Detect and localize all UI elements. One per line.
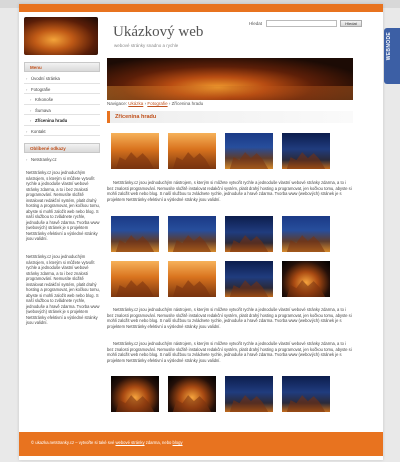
logo-image[interactable] — [24, 17, 98, 55]
gallery-thumbnail[interactable] — [111, 261, 159, 297]
gallery-thumbnail[interactable] — [111, 376, 159, 412]
gallery-thumbnail[interactable] — [282, 216, 330, 252]
menu-item-contact[interactable] — [24, 126, 100, 137]
gallery-thumbnail[interactable] — [282, 376, 330, 412]
gallery-thumbnail[interactable] — [225, 133, 273, 169]
side-tab-label: WEBNODE — [386, 32, 392, 61]
gallery-thumbnail[interactable] — [225, 216, 273, 252]
banner-glow — [107, 86, 353, 100]
gallery-thumbnail[interactable] — [225, 261, 273, 297]
search-button[interactable]: Hledat — [340, 20, 362, 27]
menu-item-sumava[interactable] — [24, 105, 100, 116]
bullet-icon: › — [30, 118, 32, 123]
breadcrumb-separator: › — [168, 101, 171, 106]
gallery-thumbnail[interactable] — [168, 261, 216, 297]
gallery-thumbnail[interactable] — [111, 216, 159, 252]
breadcrumb-link-photos[interactable]: Fotografie — [147, 101, 168, 106]
webnode-side-tab[interactable] — [384, 28, 400, 84]
gallery-thumbnail[interactable] — [168, 133, 216, 169]
breadcrumb-link-home[interactable]: Ukázka — [128, 101, 144, 106]
footer-link-webpages[interactable]: webové stránky — [115, 440, 145, 445]
bullet-icon: › — [30, 107, 32, 113]
bullet-icon: › — [30, 97, 32, 102]
menu-item-home[interactable] — [24, 73, 100, 84]
breadcrumb-current: Zřícenina hradu — [171, 101, 204, 106]
page-topbar — [19, 4, 383, 12]
bullet-icon: › — [26, 128, 28, 134]
menu-item-label: Šumava — [35, 107, 51, 113]
menu-item-label: Úvodní stránka — [31, 76, 60, 81]
header-banner-image — [107, 58, 353, 100]
paragraph-1: NetStránky.cz jsou jednoduchým nástrojem, s kterým si můžete vytvořit rychle a jednoduše vlastní webové stránky zdarma, a to i bez znalosti programování. Nemusíte složitě instalovat redakční systém, platit drahý hosting a programovat, jen kočkou tomu, abyste si mohli založit web nebo blog. S naší službou to zvládnete rychle, jednoduše a hravě zdarma. Tvorba www (webových) stránek je s projektem NetStránky efektivní a výsledné stránky jsou validní. — [107, 180, 352, 202]
footer-middle-text: zdarma, nebo — [145, 440, 172, 445]
bullet-icon: › — [26, 76, 28, 81]
footer-copyright: © ukazka.netstranky.cz – vytvořte si také své — [31, 440, 115, 445]
sidebar-text-1: NetStránky.cz jsou jednoduchým nástrojem, s kterým si můžete vytvořit rychle a jednoduše vlastní webové stránky zdarma, a to i bez znalosti programování. Nemusíte složitě instalovat redakční systém, platit drahý hosting a programovat, jen kočkou tomu, abyste si mohli založit web nebo blog. S naší službou to zvládnete rychle, jednoduše a hravě zdarma. Tvorba www (webových) stránek je s projektem NetStránky efektivní a výsledné stránky jsou validní. — [26, 170, 100, 241]
site-subtitle: webové stránky snadno a rychle — [114, 43, 179, 48]
sidebar-menu — [24, 73, 100, 136]
search-input[interactable] — [266, 20, 337, 27]
menu-item-label: Krkonoše — [35, 97, 54, 102]
link-netstranky[interactable]: Netstranky.cz — [31, 157, 57, 162]
gallery-thumbnail[interactable] — [168, 216, 216, 252]
footer-link-blogs[interactable]: blogy — [172, 440, 183, 445]
bullet-icon: › — [26, 157, 28, 162]
menu-item-label: Kontakt — [31, 128, 46, 134]
gallery-thumbnail[interactable] — [282, 261, 330, 297]
breadcrumb — [107, 101, 203, 106]
site-title[interactable]: Ukázkový web — [113, 24, 204, 40]
footer — [19, 432, 383, 456]
favorite-links-title: Oblíbené odkazy — [24, 143, 100, 153]
paragraph-3: NetStránky.cz jsou jednoduchým nástrojem, s kterým si můžete vytvořit rychle a jednoduše vlastní webové stránky zdarma, a to i bez znalosti programování. Nemusíte složitě instalovat redakční systém, platit drahý hosting a programovat, jen kočkou tomu, abyste si mohli založit web nebo blog. S naší službou to zvládnete rychle, jednoduše a hravě zdarma. Tvorba www (webových) stránek je s projektem NetStránky efektivní a výsledné stránky jsou validní. — [107, 341, 352, 363]
menu-item-photos[interactable] — [24, 84, 100, 95]
page-title: Zřícenina hradu — [107, 111, 353, 123]
menu-item-krkonose[interactable] — [24, 94, 100, 105]
paragraph-2: NetStránky.cz jsou jednoduchým nástrojem, s kterým si můžete vytvořit rychle a jednoduše vlastní webové stránky zdarma, a to i bez znalosti programování. Nemusíte složitě instalovat redakční systém, platit drahý hosting a programovat, jen kočkou tomu, abyste si mohli založit web nebo blog. S naší službou to zvládnete rychle, jednoduše a hravě zdarma. Tvorba www (webových) stránek je s projektem NetStránky efektivní a výsledné stránky jsou validní. — [107, 307, 352, 329]
footer-text — [31, 440, 183, 445]
menu-item-label: Fotografie — [31, 86, 51, 92]
gallery-thumbnail[interactable] — [111, 133, 159, 169]
bullet-icon: › — [26, 86, 28, 92]
search-label: Hledat — [249, 21, 263, 26]
gallery-thumbnail[interactable] — [168, 376, 216, 412]
menu-item-label: Zřícenina hradu — [35, 118, 68, 123]
breadcrumb-prefix: Navigace: — [107, 101, 128, 106]
breadcrumb-separator: › — [144, 101, 147, 106]
gallery-thumbnail[interactable] — [225, 376, 273, 412]
gallery-thumbnail[interactable] — [282, 133, 330, 169]
menu-title: Menu — [24, 62, 100, 72]
favorite-links-list — [24, 157, 100, 162]
sidebar-text-2: NetStránky.cz jsou jednoduchým nástrojem, s kterým si můžete vytvořit rychle a jednoduše vlastní webové stránky zdarma, a to i bez znalosti programování. Nemusíte složitě instalovat redakční systém, platit drahý hosting a programovat, jen kočkou tomu, abyste si mohli založit web nebo blog. S naší službou to zvládnete rychle, jednoduše a hravě zdarma. Tvorba www (webových) stránek je s projektem NetStránky efektivní a výsledné stránky jsou validní. — [26, 254, 100, 325]
menu-item-castle-ruins[interactable] — [24, 115, 100, 126]
